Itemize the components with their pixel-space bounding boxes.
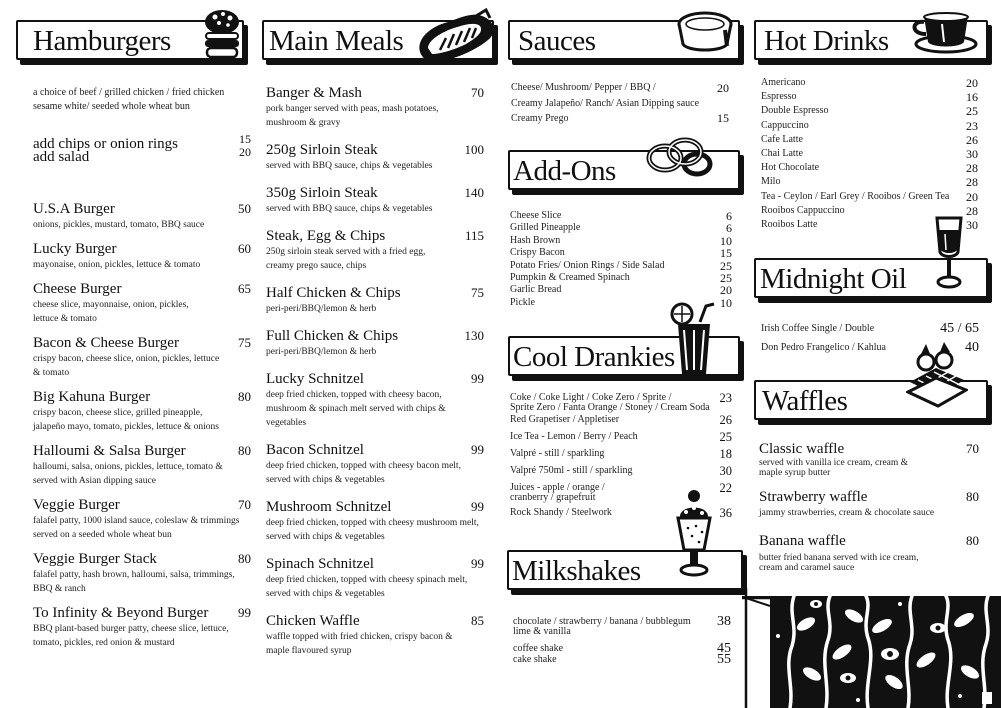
- list-item: Juices - apple / orange / cranberry / grapefruit 22: [510, 481, 732, 503]
- menu-item: Classic waffle 70 served with vanilla ice cream, cream & maple syrup butter: [759, 441, 979, 478]
- menu-item: Lucky Burger 60 mayonaise, onion, pickles, lettuce & tomato: [33, 241, 251, 270]
- menu-item: U.S.A Burger 50 onions, pickles, mustard, tomato, BBQ sauce: [33, 201, 251, 230]
- list-item: Don Pedro Frangelico / Kahlua 40: [761, 340, 979, 355]
- list-item: Espresso 16: [761, 90, 978, 105]
- menu-item: Banger & Mash 70 pork banger served with peas, mash potatoes, mushroom & gravy: [266, 85, 484, 128]
- list-item: Potato Fries/ Onion Rings / Side Salad 25: [510, 258, 732, 273]
- list-item: Red Grapetiser / Appletiser 26: [510, 413, 732, 427]
- list-item: chocolate / strawberry / banana / bubblegum lime & vanilla 38: [513, 614, 731, 637]
- list-item: Rooibos Cappuccino 28: [761, 203, 978, 218]
- list-item: Tea - Ceylon / Earl Grey / Rooibos / Green Tea 20: [761, 189, 978, 204]
- menu-item: Bacon Schnitzel 99 deep fried chicken, topped with cheesy bacon melt, served with chips & vegetables: [266, 442, 484, 485]
- list-item: Valpré 750ml - still / sparkling 30: [510, 464, 732, 478]
- list-item: Creamy Jalapeño/ Ranch/ Asian Dipping sauce: [511, 98, 700, 109]
- onion-rings-icon: [645, 132, 715, 182]
- vine-pattern-icon: [770, 596, 1001, 708]
- list-item: Garlic Bread 20: [510, 283, 732, 298]
- milkshakes-header: [507, 550, 743, 590]
- cool-drankies-header: [508, 336, 740, 376]
- list-item: Cafe Latte 26: [761, 132, 978, 147]
- hot-drinks-title: Hot Drinks: [764, 25, 889, 57]
- main-meals-section: [258, 0, 503, 708]
- menu-item: Half Chicken & Chips 75 peri-peri/BBQ/lemon & herb: [266, 285, 484, 314]
- milkshakes-list: [513, 614, 731, 667]
- list-item: Chai Latte 30: [761, 146, 978, 161]
- menu-item: Veggie Burger 70 falafel patty, 1000 island sauce, coleslaw & trimmings served on a seeded whole wheat bun: [33, 497, 251, 540]
- menu-item: Cheese Burger 65 cheese slice, mayonnaise, onion, pickles, lettuce & tomato: [33, 281, 251, 324]
- soda-glass-icon: [670, 300, 718, 376]
- list-item: Crispy Bacon 15: [510, 246, 732, 261]
- main-meals-title: Main Meals: [269, 25, 404, 57]
- sauces-title: Sauces: [518, 25, 596, 57]
- main-meals-items: [266, 0, 484, 708]
- list-item: Pickle 10: [510, 295, 732, 310]
- hamburgers-section: [0, 0, 258, 708]
- add-ons-header: [508, 150, 740, 190]
- list-item: Valpré - still / sparkling 18: [510, 447, 732, 461]
- menu-item: Lucky Schnitzel 99 deep fried chicken, topped with cheesy bacon, mushroom & spinach melt served with chips & vegetables: [266, 371, 484, 428]
- list-item: Grilled Pineapple 6: [510, 221, 732, 236]
- menu-item: Spinach Schnitzel 99 deep fried chicken, topped with cheesy spinach melt, served with chips & vegetables: [266, 556, 484, 599]
- add-ons-list: [510, 210, 732, 309]
- list-item: Irish Coffee Single / Double 45 / 65: [761, 321, 979, 336]
- sauces-list: [511, 80, 729, 126]
- cool-drankies-title: Cool Drankies: [513, 341, 675, 373]
- list-item: Pumpkin & Creamed Spinach 25: [510, 270, 732, 285]
- menu-item: 250g Sirloin Steak 100 served with BBQ sauce, chips & vegetables: [266, 142, 484, 171]
- menu-item: Veggie Burger Stack 80 falafel patty, hash brown, halloumi, salsa, trimmings, BBQ & ranch: [33, 551, 251, 594]
- list-item: Coke / Coke Light / Coke Zero / Sprite / Sprite Zero / Fanta Orange / Stoney / Cream Soda 23: [510, 391, 732, 413]
- menu-item: Chicken Waffle 85 waffle topped with fried chicken, crispy bacon & maple flavoured syrup: [266, 613, 484, 656]
- leaf-eye-pattern: [770, 596, 1001, 708]
- list-item: Creamy Prego 15: [511, 111, 729, 125]
- menu-item: Mushroom Schnitzel 99 deep fried chicken, topped with cheesy mushroom melt, served with chips & vegetables: [266, 499, 484, 542]
- pattern-frame-bevel: [742, 588, 772, 708]
- list-item: Hash Brown 10: [510, 233, 732, 248]
- list-item: Cheese/ Mushroom/ Pepper / BBQ / 20: [511, 81, 729, 95]
- list-item: cake shake 55: [513, 652, 731, 667]
- list-item: Hot Chocolate 28: [761, 161, 978, 176]
- list-item: Milo 28: [761, 175, 978, 190]
- list-item: Cheese Slice 6: [510, 209, 732, 223]
- list-item: Cappuccino 23: [761, 118, 978, 133]
- menu-item: Bacon & Cheese Burger 75 crispy bacon, cheese slice, onion, pickles, lettuce & tomato: [33, 335, 251, 378]
- sauces-header: [508, 20, 740, 60]
- sauce-bowl-icon: [675, 10, 735, 56]
- list-item: Rock Shandy / Steelwork 36: [510, 506, 732, 520]
- menu-item: Steak, Egg & Chips 115 250g sirloin steak served with a fried egg, creamy prego sauce, chips: [266, 228, 484, 271]
- extra-row: add salad 20: [33, 145, 251, 165]
- extra-row: add chips or onion rings 15: [33, 132, 251, 152]
- waffles-title: Waffles: [762, 385, 848, 417]
- hamburgers-title: Hamburgers: [33, 25, 171, 57]
- milkshakes-title: Milkshakes: [512, 555, 641, 587]
- menu-item: Big Kahuna Burger 80 crispy bacon, cheese slice, grilled pineapple, jalapeño mayo, tomato, pickles, lettuce & onions: [33, 389, 251, 432]
- list-item: Americano 20: [761, 76, 978, 90]
- menu-item: Strawberry waffle 80 jammy strawberries, cream & chocolate sauce: [759, 489, 979, 518]
- milkshake-icon: [674, 488, 714, 588]
- midnight-oil-title: Midnight Oil: [760, 263, 907, 295]
- add-ons-title: Add-Ons: [513, 155, 616, 187]
- menu-item: To Infinity & Beyond Burger 99 BBQ plant-based burger patty, cheese slice, lettuce, tomato, pickles, red onion & mustard: [33, 605, 251, 648]
- menu-item: Halloumi & Salsa Burger 80 halloumi, salsa, onions, pickles, lettuce, tomato & served with Asian dipping sauce: [33, 443, 251, 486]
- column-3: [503, 0, 748, 708]
- menu-item: Full Chicken & Chips 130 peri-peri/BBQ/lemon & herb: [266, 328, 484, 357]
- menu-item: Banana waffle 80 butter fried banana served with ice cream, cream and caramel sauce: [759, 533, 979, 573]
- hamburgers-intro: a choice of beef / grilled chicken / fried chicken sesame white/ seeded whole wheat bun: [33, 87, 225, 112]
- list-item: Double Espresso 25: [761, 104, 978, 119]
- list-item: Ice Tea - Lemon / Berry / Peach 25: [510, 430, 732, 444]
- list-item: coffee shake 45: [513, 641, 731, 656]
- list-item: Rooibos Latte 30: [761, 217, 978, 232]
- menu-item: 350g Sirloin Steak 140 served with BBQ sauce, chips & vegetables: [266, 185, 484, 214]
- hamburgers-items: [33, 0, 251, 708]
